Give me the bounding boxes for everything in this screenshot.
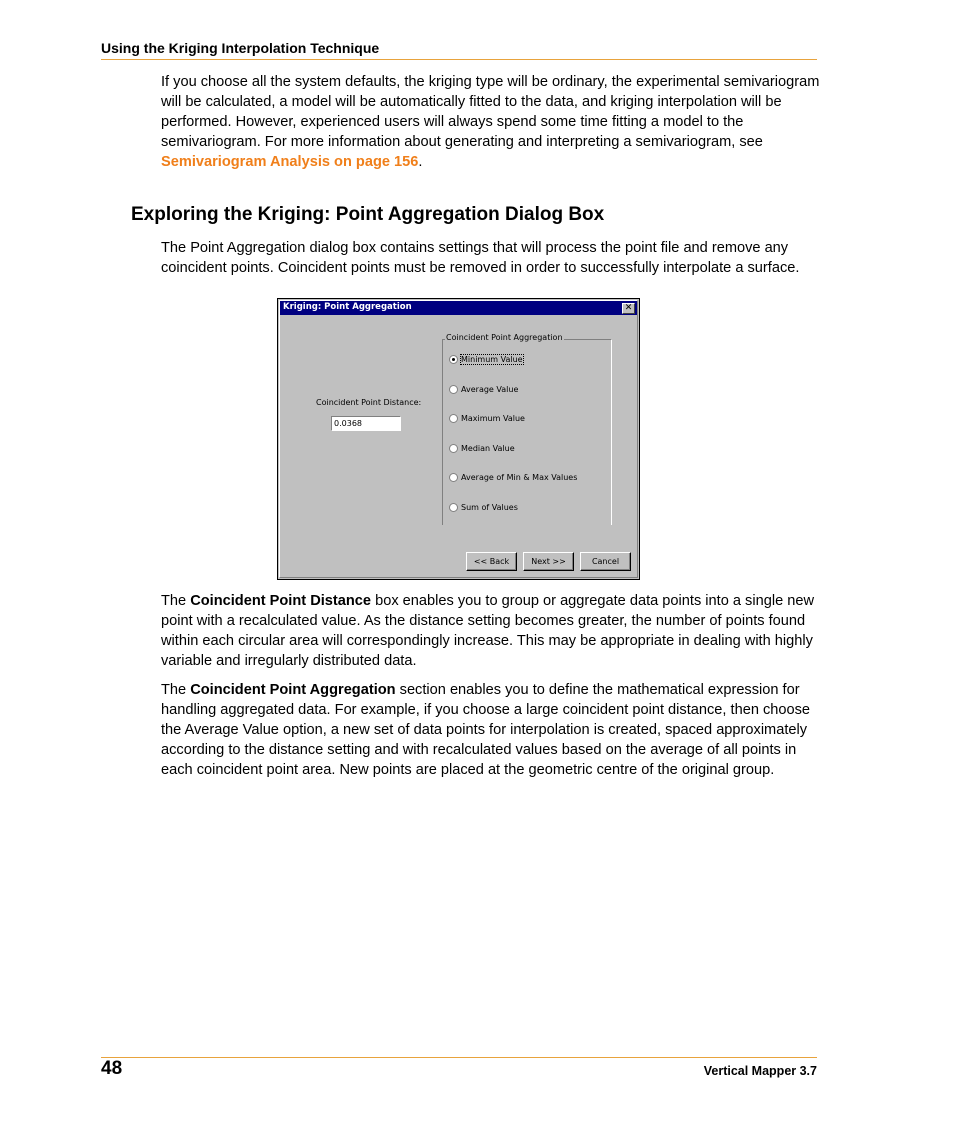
- option-minimum-value[interactable]: [449, 353, 523, 365]
- option-label: Minimum Value: [461, 354, 523, 364]
- point-aggregation-dialog: [277, 298, 640, 580]
- intro-end: .: [418, 154, 423, 170]
- running-header: Using the Kriging Interpolation Technique: [101, 40, 380, 56]
- cancel-button[interactable]: Cancel: [580, 552, 631, 571]
- distance-paragraph: [161, 591, 821, 671]
- close-icon: ✕: [624, 303, 633, 313]
- radio-button[interactable]: [449, 473, 458, 482]
- intro-paragraph: [161, 72, 821, 172]
- distance-input[interactable]: [331, 416, 401, 431]
- option-average-min-max[interactable]: [449, 471, 577, 483]
- section-intro-paragraph: The Point Aggregation dialog box contains settings that will process the point file and remove any coincident points. Coincident points must be removed in order to successfully interpolate a surface.: [161, 240, 800, 276]
- radio-button[interactable]: [449, 385, 458, 394]
- option-maximum-value[interactable]: [449, 412, 525, 424]
- option-label: Median Value: [461, 443, 515, 453]
- distance-pre: The: [161, 593, 191, 609]
- option-label: Average Value: [461, 384, 519, 394]
- aggregation-pre: The: [161, 682, 191, 698]
- radio-button[interactable]: [449, 414, 458, 423]
- distance-term: Coincident Point Distance: [190, 593, 372, 609]
- option-median-value[interactable]: [449, 442, 515, 454]
- option-sum-of-values[interactable]: [449, 501, 518, 513]
- footer-rule: [101, 1057, 817, 1058]
- footer-product-title: Vertical Mapper 3.7: [703, 1064, 817, 1078]
- next-button[interactable]: Next >>: [523, 552, 574, 571]
- radio-button[interactable]: [449, 503, 458, 512]
- section-heading: Exploring the Kriging: Point Aggregation Dialog Box: [131, 204, 605, 225]
- option-label: Average of Min & Max Values: [461, 472, 578, 482]
- close-button[interactable]: [622, 303, 635, 314]
- distance-label: Coincident Point Distance:: [316, 398, 422, 407]
- radio-button[interactable]: [449, 444, 458, 453]
- dialog-title: Kriging: Point Aggregation: [283, 302, 412, 312]
- aggregation-groupbox: [442, 333, 612, 525]
- groupbox-label: Coincident Point Aggregation: [446, 333, 563, 342]
- aggregation-body: section enables you to define the mathematical expression for handling aggregated data. For example, if you choose a large coincident point distance, then choose the Average Value option, a new set of data points for interpolation is created, spaced approximately according to the distance setting and with recalculated values based on the average of all points in each coincident point area. New points are placed at the geometric centre of the original group.: [161, 682, 811, 778]
- back-button[interactable]: << Back: [466, 552, 517, 571]
- aggregation-term: Coincident Point Aggregation: [190, 682, 396, 698]
- header-rule: [101, 59, 817, 60]
- page-number: 48: [101, 1058, 123, 1079]
- dialog-titlebar[interactable]: [280, 301, 637, 315]
- semivariogram-link[interactable]: Semivariogram Analysis on page 156: [161, 154, 419, 170]
- option-label: Maximum Value: [461, 413, 525, 423]
- radio-button[interactable]: [449, 355, 458, 364]
- option-label: Sum of Values: [461, 502, 518, 512]
- distance-body: box enables you to group or aggregate data points into a single new point with a recalculated value. As the distance setting becomes greater, the number of points found within each circular area will correspondingly increase. This may be appropriate in dealing with highly variable and irregularly distributed data.: [161, 593, 815, 669]
- intro-text: If you choose all the system defaults, the kriging type will be ordinary, the experimental semivariogram will be calculated, a model will be automatically fitted to the data, and kriging interpolation will be performed. However, experienced users will always spend some time fitting a model to the semivariogram. For more information about generating and interpreting a semivariogram, see: [161, 74, 820, 150]
- aggregation-paragraph: [161, 680, 821, 780]
- option-average-value[interactable]: [449, 383, 518, 395]
